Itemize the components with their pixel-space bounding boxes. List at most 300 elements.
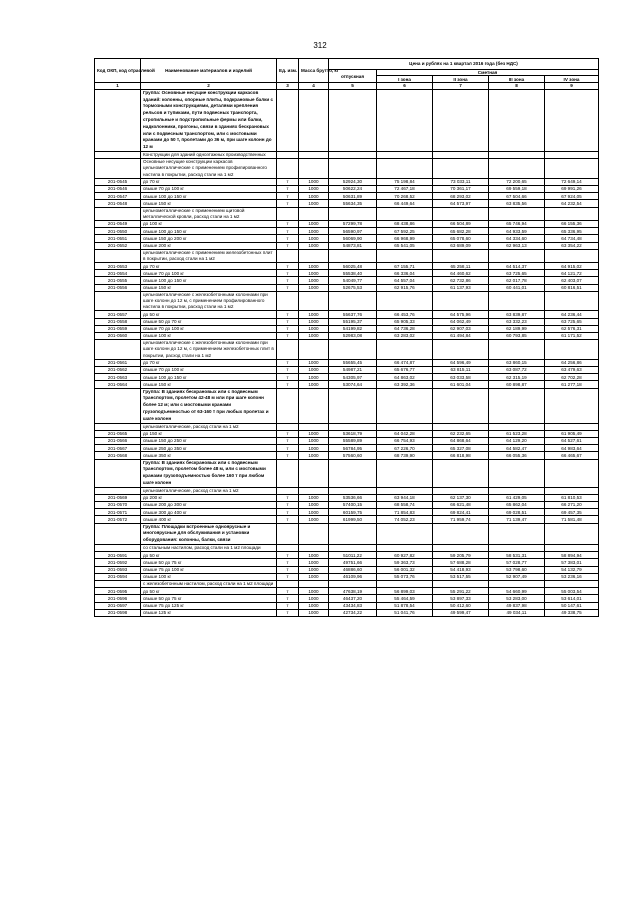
cell-unit: т: [277, 566, 299, 573]
subgroup-title: с железобетонным настилом, расход стали на 1 м2 площади: [141, 581, 277, 588]
header-zone-3: III зона: [489, 76, 545, 83]
table-row: [95, 437, 599, 444]
cell-empty: [545, 89, 599, 151]
cell-mass: 1000: [299, 318, 329, 325]
group-title: Группа: Основные несущие конструкции каркасов зданий: колонны, опорные плиты, подкрановые балки с тормозными конструкциями, деталями крепления рельсов и тупиками, пути подвесных транспорта, стропильные и подстропильные фермы или балки, надколонники, прогоны, связи в зданиях бескрановых или с подвесным транспортом, или с мостовыми кранами до 50 т, пролетами до 36 м, при шаге колонн до 12 м: [141, 89, 277, 151]
cell-price-zone-1: 70 268,52: [377, 193, 433, 200]
header-zone-4: IV зона: [545, 76, 599, 83]
cell-empty: [489, 581, 545, 588]
cell-price-zone-4: 49 338,75: [545, 609, 599, 616]
cell-mass: 1000: [299, 494, 329, 501]
cell-code: 201-0591: [95, 552, 141, 559]
cell-price-zone-4: 58 894,94: [545, 552, 599, 559]
cell-empty: [433, 207, 489, 220]
cell-price-zone-2: 61 601,04: [433, 381, 489, 388]
table-row: [95, 185, 599, 192]
cell-price-zone-1: 68 558,74: [377, 502, 433, 509]
page-number: 312: [313, 41, 327, 50]
cell-empty: [489, 545, 545, 552]
cell-name: свыше 100 до 150 кг: [141, 228, 277, 235]
cell-code: 201-0595: [95, 588, 141, 595]
cell-code-empty: [95, 207, 141, 220]
cell-code-empty: [95, 545, 141, 552]
subgroup-heading-row: [95, 151, 599, 158]
cell-price-otpusk: 53536,66: [329, 494, 377, 501]
cell-price-zone-2: 69 824,41: [433, 509, 489, 516]
cell-mass: 1000: [299, 220, 329, 227]
table-row: [95, 573, 599, 580]
cell-name: свыше 70 до 100 кг: [141, 325, 277, 332]
cell-name: до 100 кг: [141, 220, 277, 227]
cell-empty: [277, 207, 299, 220]
cell-price-zone-1: 67 155,71: [377, 263, 433, 270]
cell-price-zone-4: 64 983,64: [545, 445, 599, 452]
cell-code: 201-0549: [95, 220, 141, 227]
cell-code-empty: [95, 459, 141, 487]
cell-price-zone-4: 64 121,72: [545, 270, 599, 277]
cell-empty: [489, 89, 545, 151]
cell-price-zone-2: 64 573,97: [433, 200, 489, 207]
table-row: [95, 609, 599, 616]
cell-empty: [433, 151, 489, 158]
cell-empty: [545, 423, 599, 430]
cell-price-zone-1: 55 073,76: [377, 573, 433, 580]
cell-price-zone-1: 63 283,02: [377, 333, 433, 340]
cell-mass: 1000: [299, 452, 329, 459]
table-row: [95, 588, 599, 595]
cell-code: 201-0566: [95, 437, 141, 444]
cell-empty: [433, 291, 489, 311]
cell-code: 201-0552: [95, 242, 141, 249]
cell-price-zone-4: 53 614,01: [545, 595, 599, 602]
cell-price-zone-2: 71 959,74: [433, 516, 489, 523]
cell-code-empty: [95, 523, 141, 544]
cell-price-zone-2: 65 682,28: [433, 228, 489, 235]
cell-price-otpusk: 52675,53: [329, 284, 377, 291]
cell-mass: 1000: [299, 559, 329, 566]
cell-price-zone-3: 66 055,36: [489, 452, 545, 459]
cell-name: свыше 100 до 150 кг: [141, 277, 277, 284]
cell-name: до 50 кг: [141, 311, 277, 318]
cell-mass: 1000: [299, 588, 329, 595]
cell-mass: 1000: [299, 516, 329, 523]
cell-unit: т: [277, 359, 299, 366]
cell-price-zone-2: 63 689,09: [433, 242, 489, 249]
cell-price-otpusk: 46437,20: [329, 595, 377, 602]
cell-mass: 1000: [299, 430, 329, 437]
cell-code-empty: [95, 291, 141, 311]
cell-empty: [299, 159, 329, 179]
cell-price-zone-2: 63 815,11: [433, 367, 489, 374]
cell-price-otpusk: 54049,77: [329, 277, 377, 284]
subgroup-title: цельнометаллические с применением железобетонных плит в покрытии, расход стали на 1 м2: [141, 249, 277, 262]
cell-price-zone-4: 72 649,14: [545, 178, 599, 185]
cell-mass: 1000: [299, 333, 329, 340]
cell-mass: 1000: [299, 277, 329, 284]
table-row: [95, 242, 599, 249]
table-row: [95, 509, 599, 516]
cell-price-zone-3: 69 559,18: [489, 185, 545, 192]
header-name: Наименование материалов и изделий: [141, 59, 277, 83]
cell-code: 201-0558: [95, 318, 141, 325]
cell-unit: т: [277, 193, 299, 200]
cell-name: свыше 100 до 150 кг: [141, 193, 277, 200]
cell-price-otpusk: 55634,35: [329, 200, 377, 207]
cell-empty: [489, 388, 545, 423]
cell-code: 201-0564: [95, 381, 141, 388]
cell-price-zone-2: 65 327,08: [433, 445, 489, 452]
cell-empty: [377, 89, 433, 151]
cell-code: 201-0569: [95, 494, 141, 501]
cell-code-empty: [95, 89, 141, 151]
cell-empty: [545, 249, 599, 262]
cell-unit: т: [277, 602, 299, 609]
cell-price-otpusk: 54987,21: [329, 367, 377, 374]
cell-price-zone-1: 64 557,04: [377, 277, 433, 284]
cell-price-zone-4: 61 810,53: [545, 494, 599, 501]
cell-code-empty: [95, 249, 141, 262]
table-row: [95, 595, 599, 602]
cell-price-zone-1: 75 198,84: [377, 178, 433, 185]
cell-code: 201-0555: [95, 277, 141, 284]
cell-price-zone-3: 57 028,77: [489, 559, 545, 566]
cell-mass: 1000: [299, 566, 329, 573]
cell-code: 201-0547: [95, 193, 141, 200]
header-row-1: [95, 59, 599, 70]
cell-name: свыше 75 до 125 кг: [141, 602, 277, 609]
cell-price-zone-4: 64 232,54: [545, 200, 599, 207]
cell-price-zone-2: 66 621,48: [433, 502, 489, 509]
cell-unit: т: [277, 573, 299, 580]
cell-unit: т: [277, 595, 299, 602]
cell-empty: [329, 291, 377, 311]
table-row: [95, 559, 599, 566]
cell-empty: [299, 423, 329, 430]
cell-empty: [329, 340, 377, 360]
cell-empty: [489, 423, 545, 430]
cell-price-zone-3: 60 898,87: [489, 381, 545, 388]
cell-price-zone-4: 61 277,18: [545, 381, 599, 388]
table-row: [95, 263, 599, 270]
cell-empty: [545, 581, 599, 588]
cell-code-empty: [95, 388, 141, 423]
cell-empty: [433, 159, 489, 179]
cell-price-zone-4: 65 336,95: [545, 228, 599, 235]
cell-empty: [277, 151, 299, 158]
cell-empty: [489, 487, 545, 494]
cell-empty: [329, 159, 377, 179]
table-row: [95, 502, 599, 509]
cell-price-zone-2: 64 575,96: [433, 311, 489, 318]
cell-empty: [277, 487, 299, 494]
cell-name: свыше 100 до 150 кг: [141, 374, 277, 381]
cell-mass: 1000: [299, 552, 329, 559]
cell-price-zone-2: 70 361,17: [433, 185, 489, 192]
cell-empty: [433, 523, 489, 544]
subgroup-heading-row: [95, 340, 599, 360]
cell-price-zone-4: 69 991,26: [545, 185, 599, 192]
cell-empty: [299, 459, 329, 487]
cell-code: 201-0568: [95, 452, 141, 459]
cell-empty: [489, 459, 545, 487]
table-row: [95, 284, 599, 291]
cell-unit: т: [277, 445, 299, 452]
cell-mass: 1000: [299, 381, 329, 388]
cell-empty: [277, 388, 299, 423]
table-row: [95, 381, 599, 388]
cell-price-zone-2: 54 418,93: [433, 566, 489, 573]
cell-empty: [489, 340, 545, 360]
cell-price-zone-2: 62 732,86: [433, 277, 489, 284]
cell-empty: [299, 291, 329, 311]
cell-empty: [277, 159, 299, 179]
cell-empty: [277, 545, 299, 552]
cell-name: свыше 200 кг: [141, 242, 277, 249]
cell-price-otpusk: 61999,50: [329, 516, 377, 523]
cell-name: до 200 кг: [141, 494, 277, 501]
cell-empty: [329, 423, 377, 430]
table-row: [95, 318, 599, 325]
cell-name: свыше 350 кг: [141, 452, 277, 459]
cell-price-zone-3: 49 837,98: [489, 602, 545, 609]
cell-price-otpusk: 42734,22: [329, 609, 377, 616]
col-number: 8: [489, 83, 545, 89]
cell-unit: т: [277, 609, 299, 616]
cell-empty: [489, 291, 545, 311]
cell-empty: [299, 207, 329, 220]
cell-price-otpusk: 60159,75: [329, 509, 377, 516]
cell-price-zone-1: 67 226,70: [377, 445, 433, 452]
cell-code: 201-0559: [95, 325, 141, 332]
cell-empty: [377, 151, 433, 158]
cell-code: 201-0592: [95, 559, 141, 566]
group-heading-row: [95, 523, 599, 544]
subgroup-title: цельнометаллические, расход стали на 1 м2: [141, 487, 277, 494]
cell-price-otpusk: 57299,78: [329, 220, 377, 227]
cell-price-otpusk: 51011,22: [329, 552, 377, 559]
cell-mass: 1000: [299, 311, 329, 318]
table-row: [95, 552, 599, 559]
cell-name: до 50 кг: [141, 552, 277, 559]
cell-code: 201-0545: [95, 178, 141, 185]
group-heading-row: [95, 89, 599, 151]
cell-empty: [299, 487, 329, 494]
table-row: [95, 359, 599, 366]
cell-empty: [299, 249, 329, 262]
cell-mass: 1000: [299, 242, 329, 249]
cell-price-zone-4: 64 915,02: [545, 263, 599, 270]
cell-unit: т: [277, 588, 299, 595]
cell-price-otpusk: 54305,97: [329, 374, 377, 381]
cell-unit: т: [277, 284, 299, 291]
cell-price-otpusk: 56025,48: [329, 263, 377, 270]
table-row: [95, 270, 599, 277]
cell-code: 201-0551: [95, 235, 141, 242]
cell-price-zone-4: 63 725,65: [545, 318, 599, 325]
cell-unit: т: [277, 494, 299, 501]
subgroup-heading-row: [95, 159, 599, 179]
cell-price-zone-3: 60 793,85: [489, 333, 545, 340]
cell-price-zone-1: 65 541,05: [377, 242, 433, 249]
col-number: 9: [545, 83, 599, 89]
subgroup-title: цельнометаллические с железобетонными колоннами при шаге колонн до 12 м, с применением железобетонных плит в покрытии, расход стали на 1 м2: [141, 340, 277, 360]
cell-empty: [433, 89, 489, 151]
cell-price-zone-2: 65 258,11: [433, 263, 489, 270]
cell-price-zone-4: 64 527,61: [545, 437, 599, 444]
cell-price-zone-3: 62 963,13: [489, 242, 545, 249]
cell-name: свыше 70 до 100 кг: [141, 270, 277, 277]
cell-empty: [545, 388, 599, 423]
cell-mass: 1000: [299, 602, 329, 609]
cell-price-zone-1: 65 676,77: [377, 367, 433, 374]
cell-code: 201-0562: [95, 367, 141, 374]
cell-code: 201-0596: [95, 595, 141, 602]
cell-price-zone-1: 68 438,86: [377, 220, 433, 227]
cell-name: свыше 75 до 100 кг: [141, 566, 277, 573]
cell-price-zone-3: 65 862,04: [489, 502, 545, 509]
cell-mass: 1000: [299, 235, 329, 242]
cell-price-zone-2: 49 599,47: [433, 609, 489, 616]
cell-price-zone-1: 66 754,93: [377, 437, 433, 444]
cell-price-zone-4: 66 271,20: [545, 502, 599, 509]
col-number: 2: [141, 83, 277, 89]
cell-price-zone-3: 62 189,99: [489, 325, 545, 332]
cell-name: до 70 кг: [141, 263, 277, 270]
cell-empty: [377, 459, 433, 487]
group-title: Группа: Площадки встроенные одноярусные и многоярусные для обслуживания и установки оборудования: колонны, балки, связи: [141, 523, 277, 544]
cell-empty: [277, 291, 299, 311]
cell-price-otpusk: 54873,81: [329, 242, 377, 249]
cell-price-zone-4: 57 383,01: [545, 559, 599, 566]
cell-price-zone-4: 60 816,51: [545, 284, 599, 291]
cell-empty: [277, 249, 299, 262]
cell-mass: 1000: [299, 445, 329, 452]
cell-price-zone-1: 51 041,76: [377, 609, 433, 616]
table-row: [95, 333, 599, 340]
table-row: [95, 325, 599, 332]
header-zone-2: II зона: [433, 76, 489, 83]
cell-price-zone-3: 63 835,56: [489, 200, 545, 207]
subgroup-title: Основные несущие конструкции каркасов цельнометаллические с применением профилированного настила в покрытии, расход стали на 1 м2: [141, 159, 277, 179]
cell-name: свыше 150 до 200 кг: [141, 235, 277, 242]
cell-unit: т: [277, 242, 299, 249]
cell-empty: [433, 581, 489, 588]
cell-price-zone-4: 63 479,63: [545, 367, 599, 374]
cell-empty: [377, 207, 433, 220]
cell-code: 201-0594: [95, 573, 141, 580]
cell-price-otpusk: 53074,64: [329, 381, 377, 388]
cell-price-zone-3: 53 798,60: [489, 566, 545, 573]
header-unit: Ед. изм.: [277, 59, 299, 83]
table-row: [95, 277, 599, 284]
cell-empty: [545, 340, 599, 360]
cell-code: 201-0598: [95, 609, 141, 616]
cell-mass: 1000: [299, 178, 329, 185]
cell-price-otpusk: 52924,30: [329, 178, 377, 185]
cell-price-zone-3: 67 504,66: [489, 193, 545, 200]
cell-price-zone-3: 72 200,65: [489, 178, 545, 185]
cell-empty: [277, 523, 299, 544]
cell-name: свыше 150 кг: [141, 284, 277, 291]
cell-price-zone-2: 61 494,84: [433, 333, 489, 340]
cell-empty: [377, 249, 433, 262]
cell-empty: [299, 388, 329, 423]
cell-unit: т: [277, 185, 299, 192]
cell-price-zone-4: 66 465,67: [545, 452, 599, 459]
cell-price-zone-3: 58 531,31: [489, 552, 545, 559]
cell-price-otpusk: 55637,76: [329, 311, 377, 318]
cell-empty: [545, 545, 599, 552]
subgroup-title: цельнометаллические с железобетонными колоннами при шаге колонн до 12 м, с применением профилированного настила в покрытии, расход стали на 1 м2: [141, 291, 277, 311]
cell-name: до 70 кг: [141, 178, 277, 185]
cell-price-zone-3: 60 441,01: [489, 284, 545, 291]
cell-price-zone-2: 61 137,93: [433, 284, 489, 291]
cell-unit: т: [277, 452, 299, 459]
cell-empty: [377, 523, 433, 544]
cell-code: 201-0548: [95, 200, 141, 207]
table-row: [95, 445, 599, 452]
cell-empty: [433, 249, 489, 262]
cell-mass: 1000: [299, 185, 329, 192]
cell-price-zone-3: 71 139,47: [489, 516, 545, 523]
table-row: [95, 193, 599, 200]
subgroup-heading-row: [95, 249, 599, 262]
cell-price-otpusk: 43434,83: [329, 602, 377, 609]
table-row: [95, 566, 599, 573]
cell-price-otpusk: 52983,08: [329, 333, 377, 340]
cell-unit: т: [277, 333, 299, 340]
col-number: 4: [299, 83, 329, 89]
cell-unit: т: [277, 263, 299, 270]
cell-price-zone-4: 62 403,07: [545, 277, 599, 284]
cell-price-zone-3: 49 034,11: [489, 609, 545, 616]
cell-empty: [299, 523, 329, 544]
cell-code: 201-0571: [95, 509, 141, 516]
cell-unit: т: [277, 311, 299, 318]
cell-empty: [329, 487, 377, 494]
cell-price-zone-4: 71 581,48: [545, 516, 599, 523]
cell-empty: [277, 581, 299, 588]
cell-price-otpusk: 56784,95: [329, 445, 377, 452]
cell-price-zone-1: 68 739,90: [377, 452, 433, 459]
cell-price-zone-4: 66 155,36: [545, 220, 599, 227]
col-number: 1: [95, 83, 141, 89]
cell-empty: [377, 388, 433, 423]
cell-code-empty: [95, 581, 141, 588]
cell-name: свыше 70 до 100 кг: [141, 185, 277, 192]
subgroup-heading-row: [95, 545, 599, 552]
cell-empty: [277, 89, 299, 151]
cell-empty: [489, 523, 545, 544]
cell-price-zone-1: 56 899,03: [377, 588, 433, 595]
cell-name: свыше 100 кг: [141, 333, 277, 340]
col-number: 6: [377, 83, 433, 89]
cell-empty: [329, 249, 377, 262]
header-price-title: Цена и рублях на 1 квартал 2016 года (без НДС): [329, 59, 599, 70]
cell-empty: [433, 487, 489, 494]
table-row: [95, 220, 599, 227]
cell-price-zone-1: 62 915,76: [377, 284, 433, 291]
cell-unit: т: [277, 509, 299, 516]
cell-unit: т: [277, 367, 299, 374]
cell-code: 201-0550: [95, 228, 141, 235]
cell-empty: [545, 459, 599, 487]
cell-unit: т: [277, 200, 299, 207]
cell-price-zone-1: 60 927,82: [377, 552, 433, 559]
cell-price-zone-2: 62 137,30: [433, 494, 489, 501]
cell-price-zone-3: 63 860,15: [489, 359, 545, 366]
cell-price-otpusk: 49751,66: [329, 559, 377, 566]
